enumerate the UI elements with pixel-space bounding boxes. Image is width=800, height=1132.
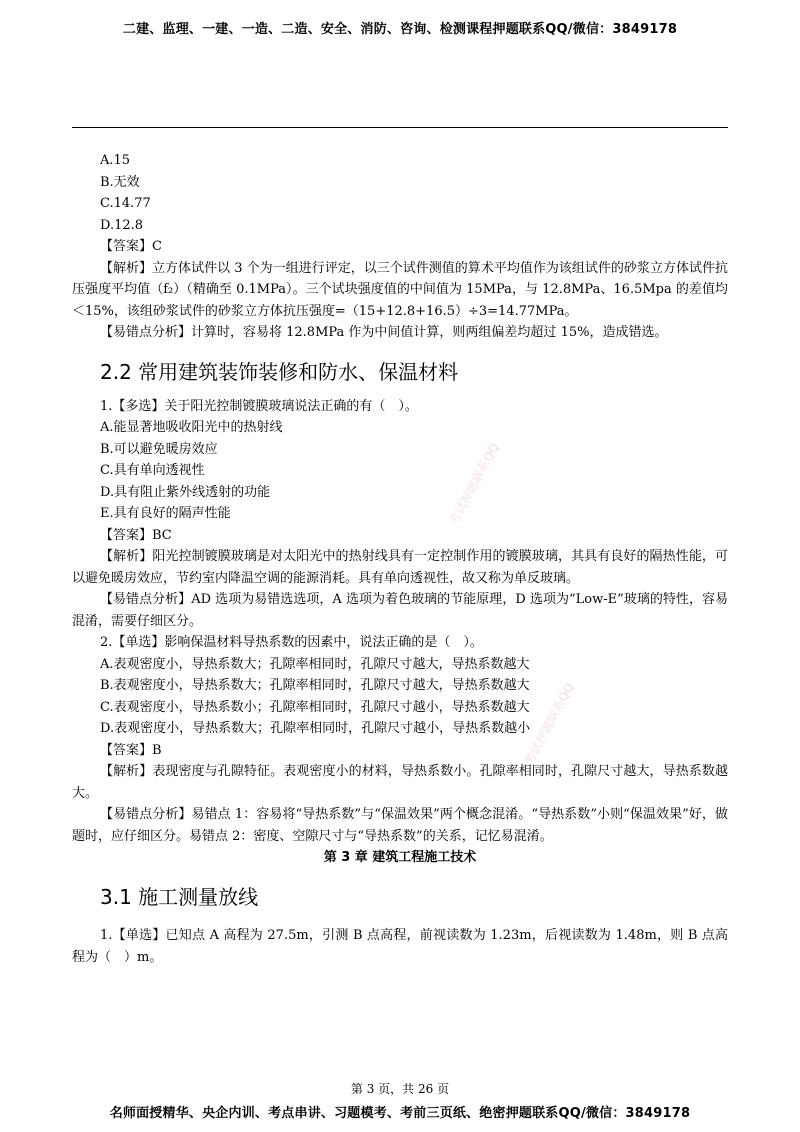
watermark: 考试押题联系QQ xyxy=(446,440,502,528)
option: B.无效 xyxy=(100,174,140,190)
option: D.具有阻止紫外线透射的功能 xyxy=(100,484,271,500)
error-analysis: 【易错点分析】计算时，容易将 12.8MPa 作为中间值计算，则两组偏差均超过 15%，造成错选。 xyxy=(100,325,668,340)
option: D.12.8 xyxy=(100,217,144,233)
section-heading: 3.1 施工测量放线 xyxy=(100,885,259,909)
analysis: 【解析】表现密度与孔隙特征。表观密度小的材料，导热系数小。孔隙率相同时，孔隙尺寸越大，导热系数越大。 xyxy=(72,764,728,801)
answer: 【答案】B xyxy=(100,742,162,758)
option: A.表观密度小，导热系数大；孔隙率相同时，孔隙尺寸越大，导热系数越大 xyxy=(100,656,530,672)
analysis: 【解析】阳光控制镀膜玻璃是对太阳光中的热射线具有一定控制作用的镀膜玻璃，其具有良好的隔热性能，可以避免暖房效应，节约室内降温空调的能源消耗。具有单向透视性，故又称为单反玻璃。 xyxy=(72,549,728,586)
option: D.表观密度小，导热系数大；孔隙率相同时，孔隙尺寸越小，导热系数越小 xyxy=(100,721,531,736)
question-stem: 2.【单选】影响保温材料导热系数的因素中，说法正确的是（ ）。 xyxy=(100,635,483,650)
question-stem: 1.【单选】已知点 A 高程为 27.5m，引测 B 点高程，前视读数为 1.23m，后视读数为 1.48m，则 B 点高程为（ ）m。 xyxy=(72,928,728,965)
option: C.表观密度小，导热系数小；孔隙率相同时，孔隙尺寸越小，导热系数越大 xyxy=(100,699,530,715)
answer: 【答案】BC xyxy=(100,527,172,543)
option: B.可以避免暖房效应 xyxy=(100,441,218,457)
error-analysis: 【易错点分析】AD 选项为易错选选项，A 选项为着色玻璃的节能原理，D 选项为“Low-E”玻璃的特性，容易混淆，需要仔细区分。 xyxy=(72,592,728,629)
analysis: 【解析】立方体试件以 3 个为一组进行评定，以三个试件测值的算术平均值作为该组试件的砂浆立方体试件抗压强度平均值（f₂）（精确至 0.1MPa）。三个试块强度值的中间值为 15MPa，与 12.8MPa、16.5Mpa 的差值均＜15%，该组砂浆试件的砂浆立方体抗压强度=（15+12.8+16.5）÷3=14.77MPa。 xyxy=(72,260,728,319)
option: C.具有单向透视性 xyxy=(100,463,205,478)
error-analysis: 【易错点分析】易错点 1：容易将“导热系数”与“保温效果”两个概念混淆。“导热系数”小则“保温效果”好，做题时，应仔细区分。易错点 2：密度、空隙尺寸与“导热系数”的关系，记忆易混淆。 xyxy=(72,807,728,844)
option: A.15 xyxy=(100,153,131,168)
header-rule xyxy=(72,127,728,128)
bottom-banner: 名师面授精华、央企内训、考点串讲、习题模考、考前三页纸、绝密押题联系QQ/微信：3849178 xyxy=(109,1106,691,1121)
option: A.能显著地吸收阳光中的热射线 xyxy=(100,420,283,435)
chapter-title: 第 3 章 建筑工程施工技术 xyxy=(323,850,477,865)
option: E.具有良好的隔声性能 xyxy=(100,506,231,521)
watermark: 考试押题联系QQ xyxy=(521,680,577,768)
option: B.表观密度小，导热系数大；孔隙率相同时，孔隙尺寸越大，导热系数越大 xyxy=(100,678,530,693)
page-number: 第 3 页，共 26 页 xyxy=(350,1082,450,1096)
answer: 【答案】C xyxy=(100,239,162,254)
question-stem: 1.【多选】关于阳光控制镀膜玻璃说法正确的有（ ）。 xyxy=(100,398,418,414)
page-content xyxy=(72,150,728,968)
option: C.14.77 xyxy=(100,196,151,211)
top-banner: 二建、监理、一建、一造、二造、安全、消防、咨询、检测课程押题联系QQ/微信：3849178 xyxy=(122,22,678,37)
section-heading: 2.2 常用建筑装饰装修和防水、保温材料 xyxy=(100,359,459,384)
